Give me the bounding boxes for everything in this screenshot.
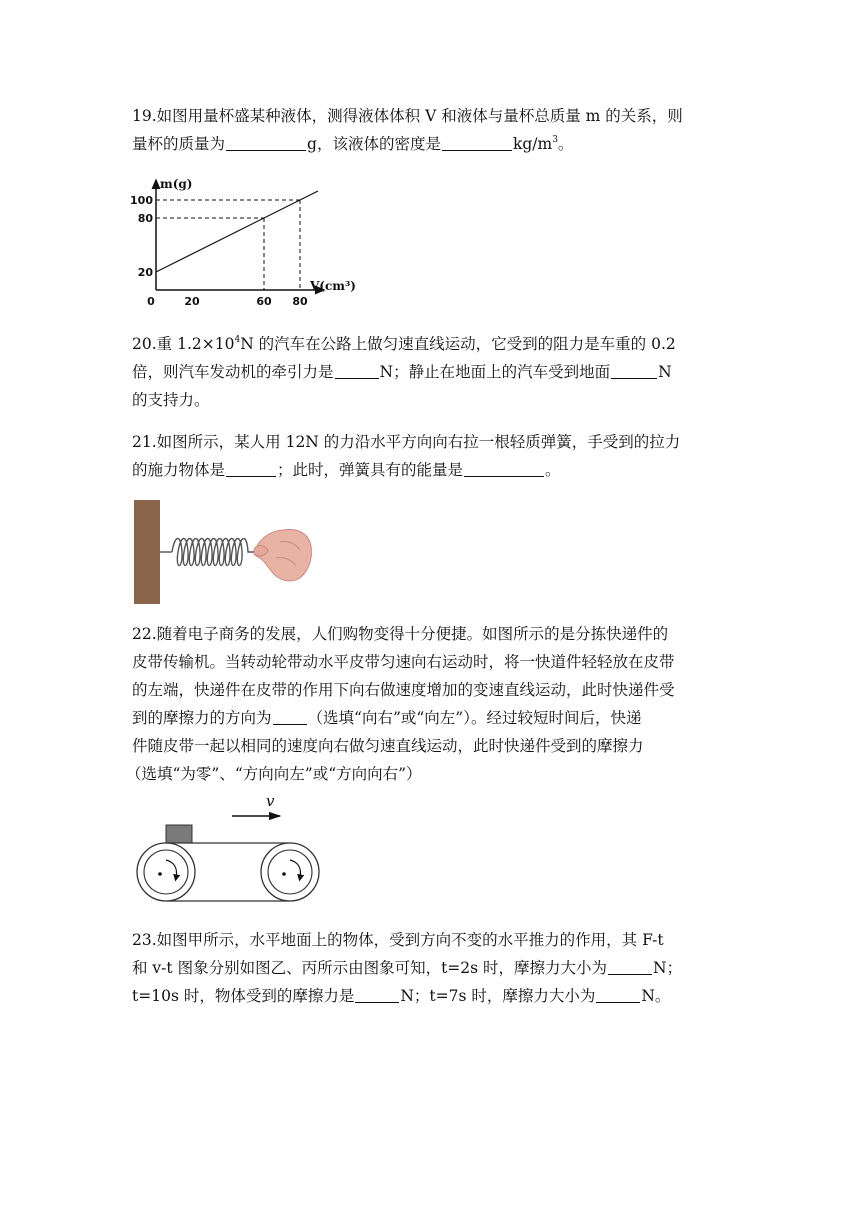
left-wheel-inner (144, 850, 188, 894)
q20-text-d: N；静止在地面上的汽车受到地面 (379, 363, 611, 381)
hand (254, 530, 312, 581)
answer-blank-19b[interactable] (442, 134, 512, 151)
mass-volume-chart (128, 172, 368, 312)
q22-line4 (132, 704, 732, 732)
q23-line1: 23.如图甲所示，水平地面上的物体，受到方向不变的水平推力的作用，其 F-t (132, 931, 664, 949)
q19-line2 (132, 130, 732, 158)
q21-text-b: ；此时，弹簧具有的能量是 (277, 461, 464, 479)
q22-text-b: （选填“向右”或“向左”）。经过较短时间后，快递 (307, 709, 642, 727)
q22-line5: 件随皮带一起以相同的速度向右做匀速直线运动，此时快递件受到的摩擦力 (132, 737, 644, 755)
q19-period: 。 (557, 135, 574, 153)
x-tick-label: 60 (256, 295, 272, 308)
velocity-label: v (266, 792, 275, 810)
q22-line6: （选填“为零”、“方向向左”或“方向向右”） (126, 765, 422, 783)
q20-line1 (132, 330, 732, 358)
q20-text-c: 倍，则汽车发动机的牵引力是 (132, 363, 334, 381)
q20-line3: 的支持力。 (132, 391, 210, 409)
right-wheel-axle (282, 872, 286, 876)
answer-blank-19a[interactable] (226, 134, 306, 151)
q23-text-c: t=10s 时，物体受到的摩擦力是 (132, 987, 355, 1005)
q22-text-a: 到的摩擦力的方向为 (132, 709, 272, 727)
q21-line2 (132, 456, 732, 484)
x-tick-label: 20 (184, 295, 200, 308)
y-axis-label: m(g) (160, 177, 193, 191)
q19-line1: 19.如图用量杯盛某种液体，测得液体体积 V 和液体与量杯总质量 m 的关系，则 (132, 107, 683, 125)
conveyor-belt-diagram (132, 794, 328, 906)
y-tick-label: 20 (137, 266, 153, 279)
answer-blank-20b[interactable] (611, 362, 657, 379)
question-21 (132, 428, 732, 484)
q23-line2 (132, 954, 732, 982)
y-tick-label: 80 (137, 212, 153, 225)
q23-unit: N。 (641, 987, 671, 1005)
answer-blank-21a[interactable] (226, 460, 276, 477)
spring-coil (172, 539, 258, 566)
x-tick-label: 0 (147, 295, 155, 308)
question-20 (132, 330, 732, 414)
question-23 (132, 926, 732, 1010)
answer-blank-23b[interactable] (355, 986, 399, 1003)
y-tick-label: 100 (130, 194, 153, 207)
question-22 (126, 620, 732, 788)
answer-blank-23a[interactable] (608, 958, 652, 975)
q22-line2: 皮带传输机。当转动轮带动水平皮带匀速向右运动时，将一快道件轻轻放在皮带 (132, 653, 675, 671)
q23-line3 (132, 982, 732, 1010)
q23-text-d: N；t=7s 时，摩擦力大小为 (400, 987, 596, 1005)
package (166, 825, 192, 843)
wall (134, 500, 160, 604)
q20-text-b: N 的汽车在公路上做匀速直线运动，它受到的阻力是车重的 0.2 (240, 335, 676, 353)
x-axis-label: V(cm³) (310, 279, 356, 293)
spring-illustration (130, 498, 320, 606)
q23-text-a: 和 v-t 图象分别如图乙、丙所示由图象可知，t=2s 时，摩擦力大小为 (132, 959, 608, 977)
x-tick-label: 80 (292, 295, 308, 308)
q20-line2 (132, 358, 732, 386)
q23-text-b: N； (653, 959, 683, 977)
q22-line3: 的左端，快递件在皮带的作用下向右做速度增加的变速直线运动，此时快递件受 (132, 681, 675, 699)
answer-blank-20a[interactable] (335, 362, 379, 379)
q19-unit: kg/m (512, 135, 553, 153)
q20-unit: N (658, 363, 672, 381)
q19-text-a: 量杯的质量为 (132, 135, 226, 153)
q22-line1: 22.随着电子商务的发展，人们购物变得十分便捷。如图所示的是分拣快递件的 (132, 625, 669, 643)
answer-blank-22a[interactable] (273, 708, 307, 725)
q19-unit-exponent: 3 (552, 135, 558, 145)
right-wheel-inner (268, 850, 312, 894)
left-wheel-axle (158, 872, 162, 876)
q21-period: 。 (545, 461, 561, 479)
answer-blank-21b[interactable] (464, 460, 544, 477)
q20-text-a: 20.重 1.2×10 (132, 335, 235, 353)
question-19 (132, 102, 732, 158)
answer-blank-23c[interactable] (596, 986, 640, 1003)
q21-text-a: 的施力物体是 (132, 461, 226, 479)
series-line (156, 191, 318, 272)
q21-line1: 21.如图所示，某人用 12N 的力沿水平方向向右拉一根轻质弹簧，手受到的拉力 (132, 433, 681, 451)
q19-text-b: g，该液体的密度是 (307, 135, 441, 153)
q20-exponent: 4 (234, 335, 241, 345)
